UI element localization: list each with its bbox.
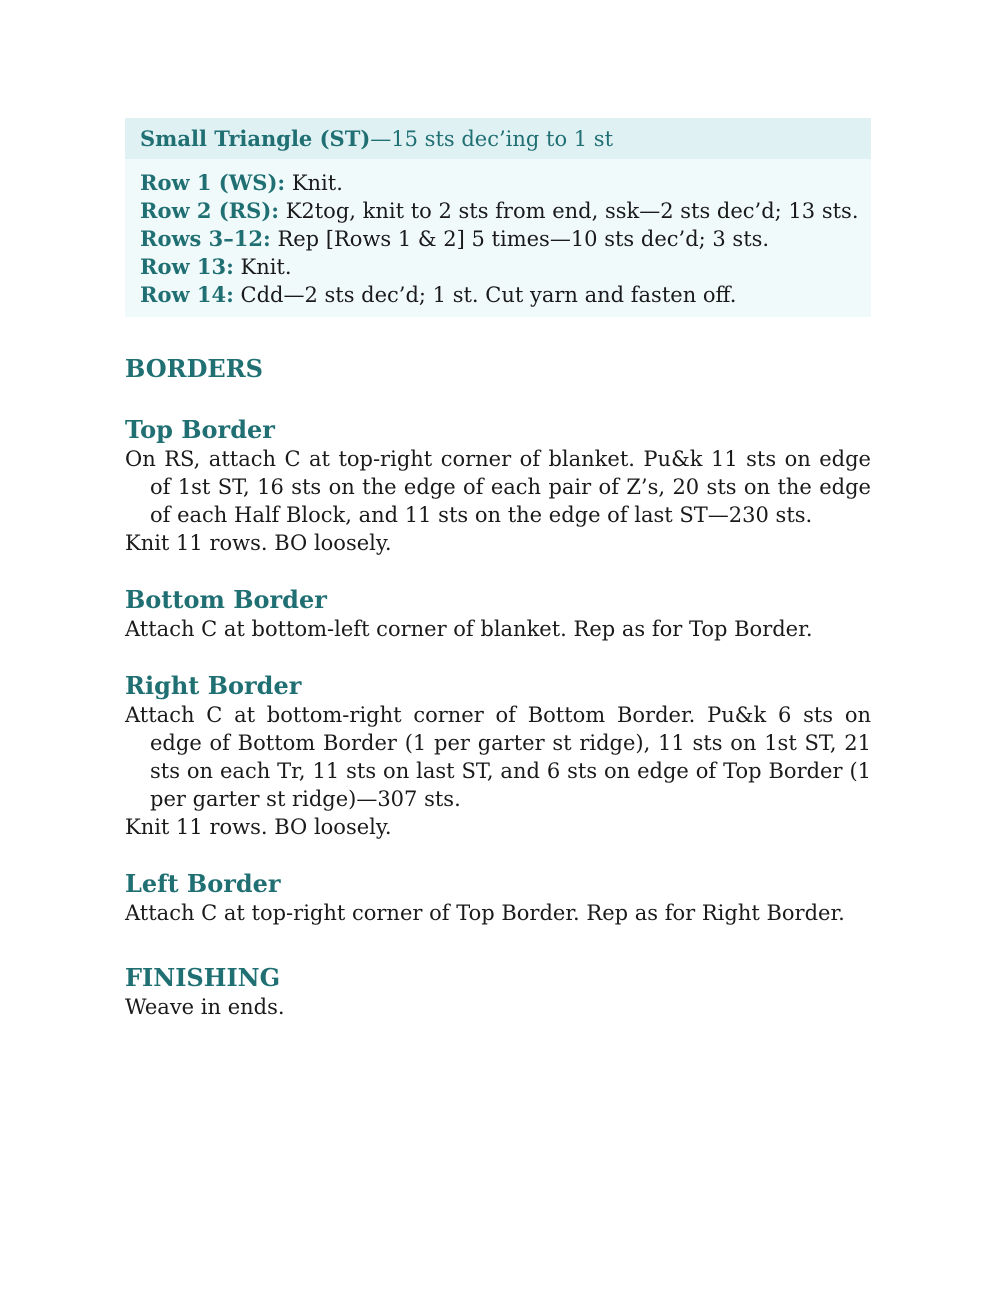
small-triangle-subtitle: —15 sts dec’ing to 1 st <box>370 126 614 151</box>
row-text: Cdd—2 sts dec’d; 1 st. Cut yarn and fasten off. <box>233 283 737 307</box>
finishing-text: Weave in ends. <box>125 995 285 1019</box>
row-instruction <box>140 197 871 225</box>
row-label: Rows 3–12: <box>140 226 271 251</box>
row-label: Row 13: <box>140 254 234 279</box>
row-label: Row 14: <box>140 282 234 307</box>
small-triangle-rows <box>125 159 871 317</box>
small-triangle-box <box>125 118 871 317</box>
row-instruction <box>140 281 871 309</box>
row-instruction <box>140 253 871 281</box>
row-label: Row 1 (WS): <box>140 170 286 195</box>
right-border-finish: Knit 11 rows. BO loosely. <box>125 815 392 839</box>
row-label: Row 2 (RS): <box>140 198 280 223</box>
left-border-title: Left Border <box>125 869 281 898</box>
bottom-border-title: Bottom Border <box>125 585 327 614</box>
top-border-title: Top Border <box>125 415 275 444</box>
row-text: Knit. <box>233 255 292 279</box>
row-instruction <box>140 169 871 197</box>
bottom-border-instructions: Attach C at bottom-left corner of blanket. Rep as for Top Border. <box>125 617 813 641</box>
small-triangle-title: Small Triangle (ST) <box>140 126 371 151</box>
row-text: Knit. <box>285 171 343 195</box>
row-text: Rep [Rows 1 & 2] 5 times—10 sts dec’d; 3 sts. <box>270 227 770 251</box>
finishing-heading: FINISHING <box>125 963 281 992</box>
borders-heading: BORDERS <box>125 354 263 383</box>
top-border-instructions: On RS, attach C at top-right corner of blanket. Pu&k 11 sts on edge of 1st ST, 16 sts on the edge of each pair of Z’s, 20 sts on the edge of each Half Block, and 11 sts on the edge of last ST—230 sts. <box>125 447 871 527</box>
small-triangle-header <box>125 118 871 159</box>
page-content <box>125 118 871 1021</box>
row-text: K2tog, knit to 2 sts from end, ssk—2 sts dec’d; 13 sts. <box>279 199 859 223</box>
right-border-instructions: Attach C at bottom-right corner of Bottom Border. Pu&k 6 sts on edge of Bottom Border (1 per garter st ridge), 11 sts on 1st ST, 21 sts on each Tr, 11 sts on last ST, and 6 sts on edge of Top Border (1 per garter st ridge)—307 sts. <box>125 703 871 811</box>
row-instruction <box>140 225 871 253</box>
right-border-title: Right Border <box>125 671 302 700</box>
top-border-finish: Knit 11 rows. BO loosely. <box>125 531 392 555</box>
left-border-instructions: Attach C at top-right corner of Top Border. Rep as for Right Border. <box>125 901 845 925</box>
